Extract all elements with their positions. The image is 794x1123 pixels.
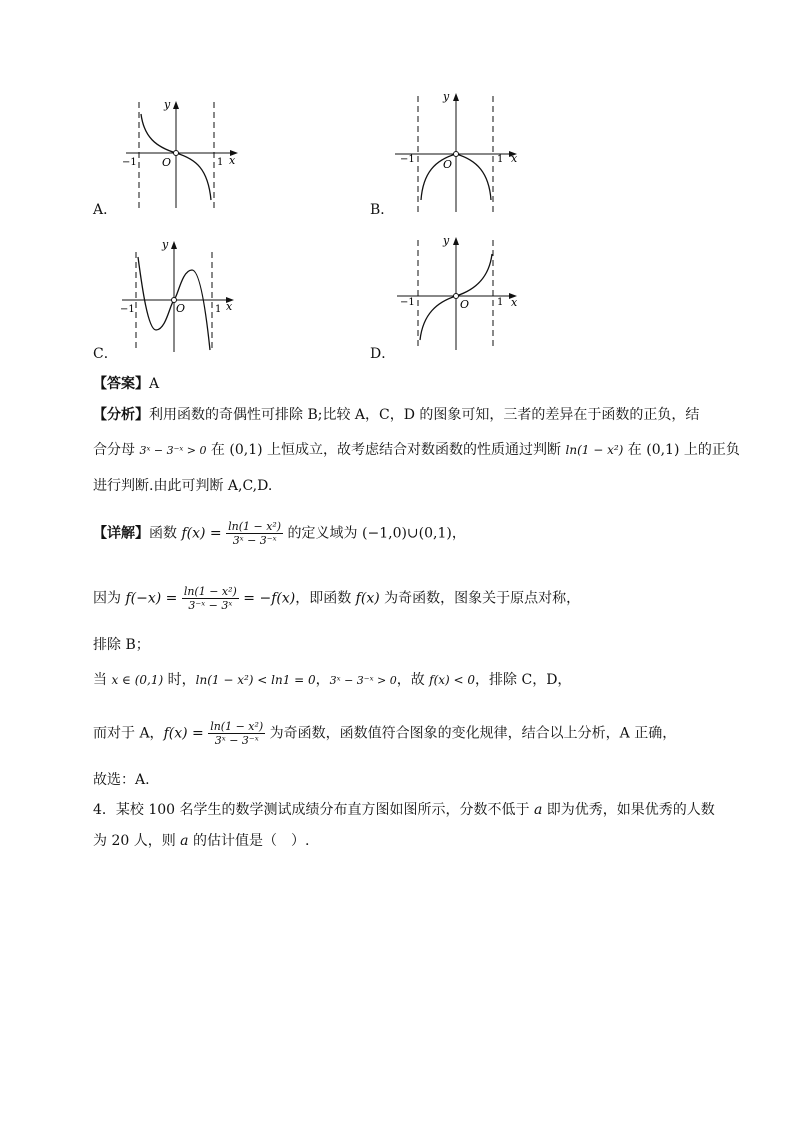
fraction-3-denominator: 3ˣ − 3⁻ˣ xyxy=(214,734,259,747)
fraction-3-numerator: ln(1 − x²) xyxy=(210,720,264,733)
detail-domain: (−1,0)∪(0,1) xyxy=(362,525,452,542)
detail-line-3: 排除 B； xyxy=(93,637,150,653)
graph-c-y-arrow xyxy=(171,241,177,249)
graph-a xyxy=(118,92,248,210)
answer-line xyxy=(93,374,159,394)
graph-c-y-label: y xyxy=(162,238,169,251)
detail-fx-def: f(x) = xyxy=(181,525,222,542)
graph-b-y-arrow xyxy=(453,93,459,101)
detail-x-range: x ∈ (0,1) xyxy=(111,673,164,687)
graph-a-origin-label: O xyxy=(162,156,172,169)
graph-d-x-label: x xyxy=(511,296,518,309)
graph-c-tick-1: 1 xyxy=(215,304,222,315)
q4-line-2 xyxy=(93,831,309,851)
graph-a-x-label: x xyxy=(229,154,236,167)
detail-text-4d: ，故 xyxy=(396,672,430,688)
detail-line-1 xyxy=(93,520,466,547)
detail-text-5b: 为奇函数，函数值符合图象的变化规律，结合以上分析，A 正确， xyxy=(265,725,677,742)
detail-text-1b: 的定义域为 xyxy=(283,525,363,542)
graph-a-tick-neg1: −1 xyxy=(122,157,137,168)
fraction-1-numerator: ln(1 − x²) xyxy=(228,520,282,533)
graph-a-y-arrow xyxy=(173,101,179,109)
detail-text-5a: 而对于 A， xyxy=(93,725,164,742)
graph-b-origin-point xyxy=(454,152,459,157)
detail-f-neg-x: f(−x) = xyxy=(125,590,178,607)
answer-value: A xyxy=(149,376,160,392)
graph-c xyxy=(118,232,248,357)
detail-fx: f(x) xyxy=(355,590,380,607)
q4-var-a: a xyxy=(533,802,543,818)
detail-fraction-3 xyxy=(208,720,265,747)
analysis-expr-ln: ln(1 − x²) xyxy=(565,443,624,457)
graph-d-y-arrow xyxy=(453,237,459,245)
graph-d-origin-label: O xyxy=(460,298,470,311)
graph-d-origin-point xyxy=(454,294,459,299)
detail-fx-def-2: f(x) = xyxy=(163,725,204,742)
graph-d-tick-neg1: −1 xyxy=(400,297,415,308)
graph-b-tick-1: 1 xyxy=(497,154,504,165)
graph-c-x-label: x xyxy=(226,300,233,313)
detail-text-1a: 函数 xyxy=(149,525,182,542)
q4-var-a-2: a xyxy=(180,833,189,849)
detail-fraction-2 xyxy=(182,585,239,612)
detail-fraction-1 xyxy=(226,520,283,547)
detail-text-2c: 为奇函数，图象关于原点对称， xyxy=(379,590,581,607)
graph-a-y-label: y xyxy=(164,98,171,111)
graph-b xyxy=(385,88,525,216)
detail-line-5 xyxy=(93,720,676,747)
analysis-tag: 【分析】 xyxy=(93,407,149,423)
option-d-label: D． xyxy=(370,346,396,362)
fraction-2-numerator: ln(1 − x²) xyxy=(183,585,237,598)
graph-d xyxy=(385,232,525,357)
graph-b-tick-neg1: −1 xyxy=(400,154,415,165)
analysis-interval-1: (0,1) xyxy=(229,442,263,458)
detail-line-4 xyxy=(93,670,571,691)
detail-text-4b: 时， xyxy=(163,672,196,688)
analysis-text-1: 利用函数的奇偶性可排除 B;比较 A，C，D 的图象可知，三者的差异在于函数的正负，结 xyxy=(149,407,700,423)
analysis-text-2e: 上的正负 xyxy=(679,442,740,458)
graph-b-origin-label: O xyxy=(443,158,453,171)
analysis-interval-2: (0,1) xyxy=(646,442,680,458)
analysis-text-2d: 在 xyxy=(623,442,647,458)
analysis-text-2c: 上恒成立，故考虑结合对数函数的性质通过判断 xyxy=(262,442,566,458)
graph-b-x-label: x xyxy=(511,152,518,165)
detail-text-2a: 因为 xyxy=(93,590,126,607)
graph-d-y-label: y xyxy=(443,234,450,247)
detail-f-ineq: f(x) < 0 xyxy=(429,673,476,687)
fraction-1-denominator: 3ˣ − 3⁻ˣ xyxy=(232,534,277,547)
detail-text-4c: ， xyxy=(315,672,330,688)
analysis-line-2 xyxy=(93,440,740,461)
graph-c-origin-label: O xyxy=(176,302,186,315)
analysis-text-2b: 在 xyxy=(206,442,230,458)
detail-line-6: 故选：A. xyxy=(93,772,150,788)
detail-text-4a: 当 xyxy=(93,672,112,688)
q4-text-2b: 的估计值是（ ）. xyxy=(188,833,310,849)
detail-text-4e: ，排除 C，D， xyxy=(475,672,572,688)
graph-a-origin-point xyxy=(174,151,179,156)
option-a-label: A． xyxy=(93,202,118,218)
graph-b-y-label: y xyxy=(443,90,450,103)
analysis-line-3: 进行判断.由此可判断 A,C,D. xyxy=(93,478,273,494)
analysis-line-1 xyxy=(93,405,699,425)
option-c-label: C． xyxy=(93,346,118,362)
answer-tag: 【答案】 xyxy=(93,376,149,392)
q4-line-1 xyxy=(93,800,715,820)
detail-tag: 【详解】 xyxy=(93,525,149,542)
analysis-expr-denominator: 3ˣ − 3⁻ˣ > 0 xyxy=(139,444,207,457)
graph-d-tick-1: 1 xyxy=(497,297,504,308)
analysis-text-2a: 合分母 xyxy=(93,442,140,458)
detail-text-2b: ，即函数 xyxy=(295,590,356,607)
graph-a-tick-1: 1 xyxy=(217,157,224,168)
detail-line-2 xyxy=(93,585,580,612)
option-b-label: B． xyxy=(370,202,395,218)
detail-ln-ineq: ln(1 − x²) < ln1 = 0 xyxy=(195,673,316,687)
graph-c-tick-neg1: −1 xyxy=(120,304,135,315)
fraction-2-denominator: 3⁻ˣ − 3ˣ xyxy=(188,599,233,612)
q4-text-1a: 4．某校 100 名学生的数学测试成绩分布直方图如图所示，分数不低于 xyxy=(93,802,534,818)
detail-text-1c: ， xyxy=(451,525,466,542)
q4-text-1b: 即为优秀，如果优秀的人数 xyxy=(542,802,715,818)
detail-exp-ineq: 3ˣ − 3⁻ˣ > 0 xyxy=(329,674,397,687)
q4-text-2a: 为 20 人，则 xyxy=(93,833,181,849)
detail-odd-eq: = −f(x) xyxy=(238,590,296,607)
